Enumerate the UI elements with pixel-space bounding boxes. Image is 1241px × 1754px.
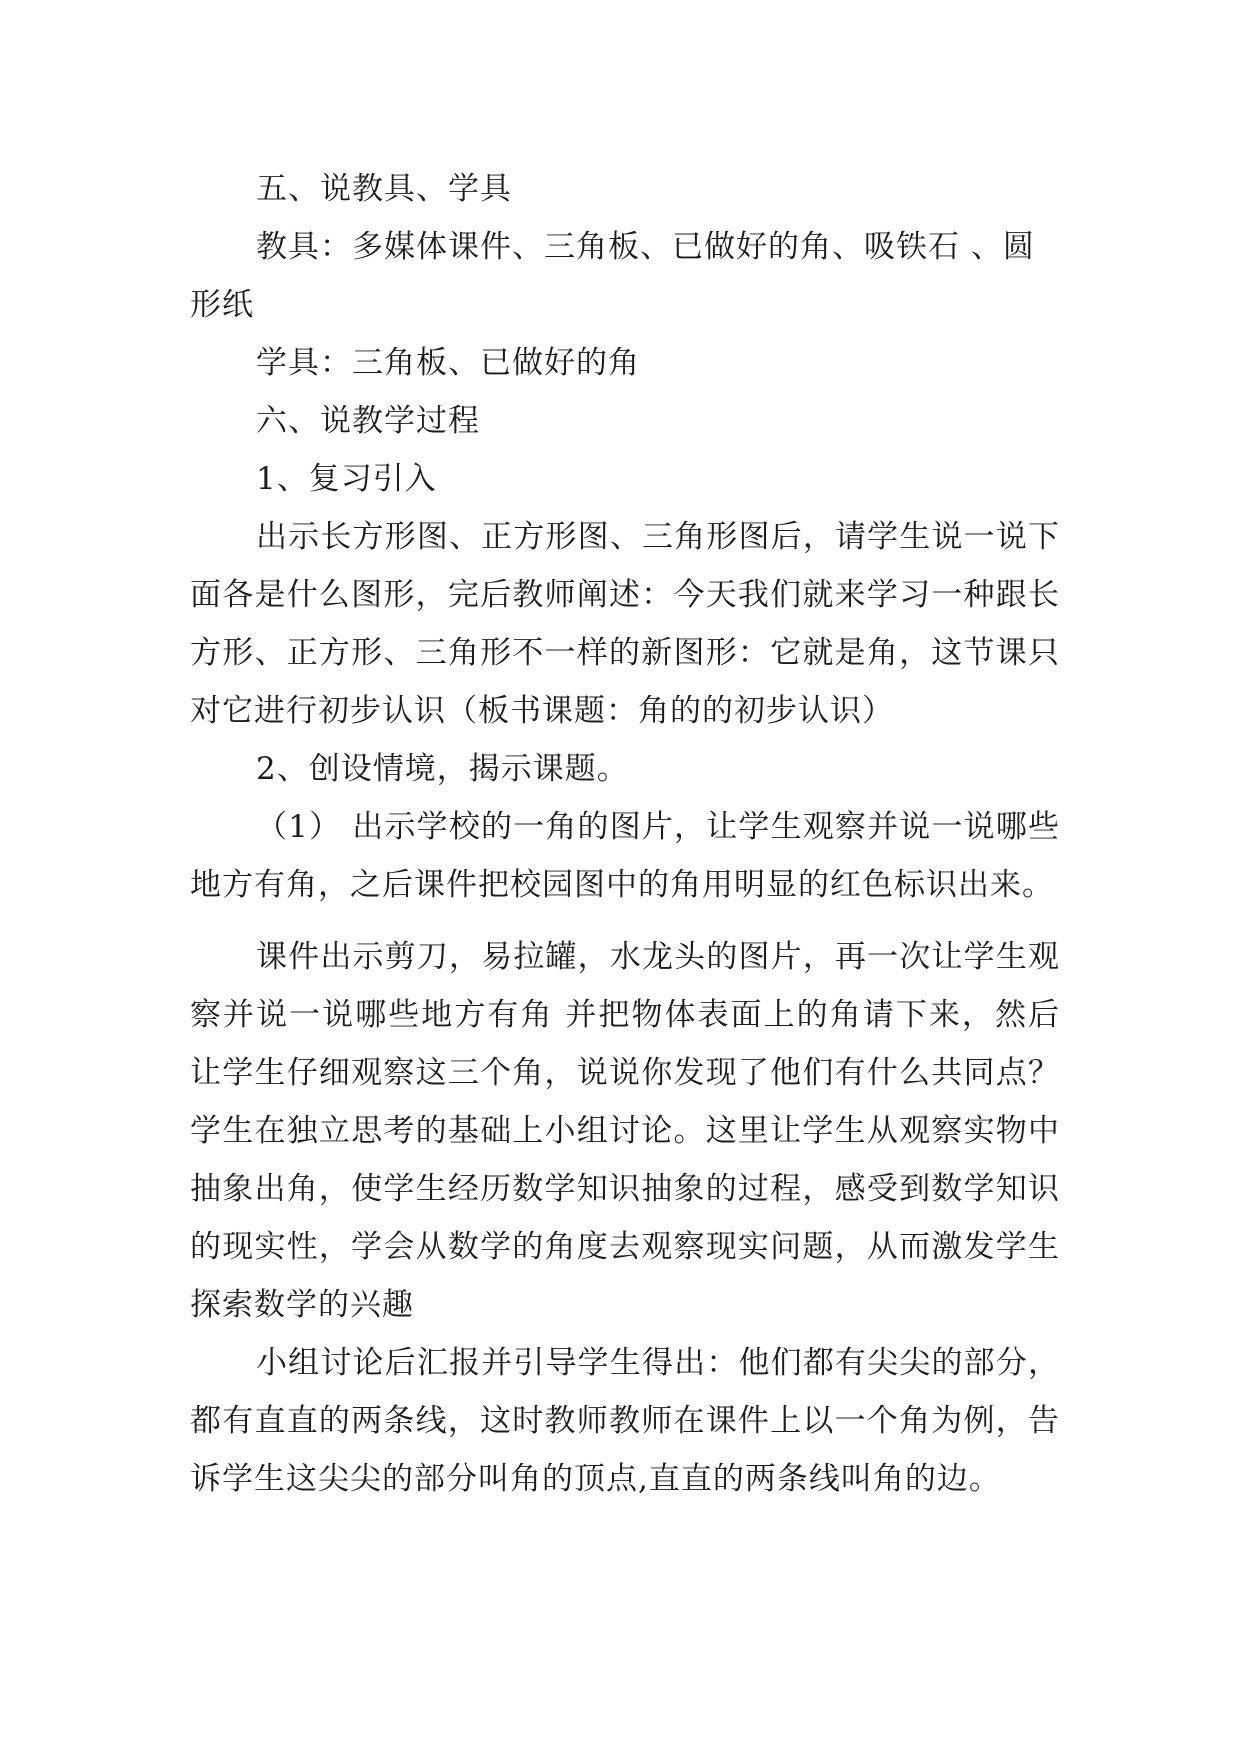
paragraph-teacher-aids: 教具：多媒体课件、三角板、已做好的角、吸铁石 、圆形纸	[190, 229, 1035, 323]
paragraph-school-corner-picture: （1） 出示学校的一角的图片，让学生观察并说一说哪些地方有角，之后课件把校园图中的角用明显的红色标识出来。	[190, 809, 1060, 903]
subheading-create-situation: 2、创设情境，揭示课题。	[256, 751, 629, 787]
section-heading-teaching-process: 六、说教学过程	[256, 403, 480, 439]
paragraph-review-intro: 出示长方形图、正方形图、三角形图后，请学生说一说下面各是什么图形，完后教师阐述：今天我们就来学习一种跟长方形、正方形、三角形不一样的新图形：它就是角，这节课只对它进行初步认识（板书课题：角的的初步认识）	[190, 519, 1060, 729]
paragraph-student-aids: 学具：三角板、已做好的角	[256, 345, 640, 381]
section-heading-teaching-aids: 五、说教具、学具	[256, 171, 512, 207]
document-body	[190, 160, 1060, 1508]
paragraph-group-discussion: 小组讨论后汇报并引导学生得出：他们都有尖尖的部分，都有直直的两条线，这时教师教师在课件上以一个角为例，告诉学生这尖尖的部分叫角的顶点,直直的两条线叫角的边。	[190, 1345, 1060, 1497]
subheading-review-intro: 1、复习引入	[256, 461, 437, 497]
paragraph-objects-pictures: 课件出示剪刀，易拉罐，水龙头的图片，再一次让学生观察并说一说哪些地方有角 并把物体表面上的角请下来，然后让学生仔细观察这三个角，说说你发现了他们有什么共同点？学生在独立思考的基础上小组讨论。这里让学生从观察实物中抽象出角，使学生经历数学知识抽象的过程，感受到数学知识的现实性，学会从数学的角度去观察现实问题，从而激发学生探索数学的兴趣	[190, 939, 1060, 1323]
